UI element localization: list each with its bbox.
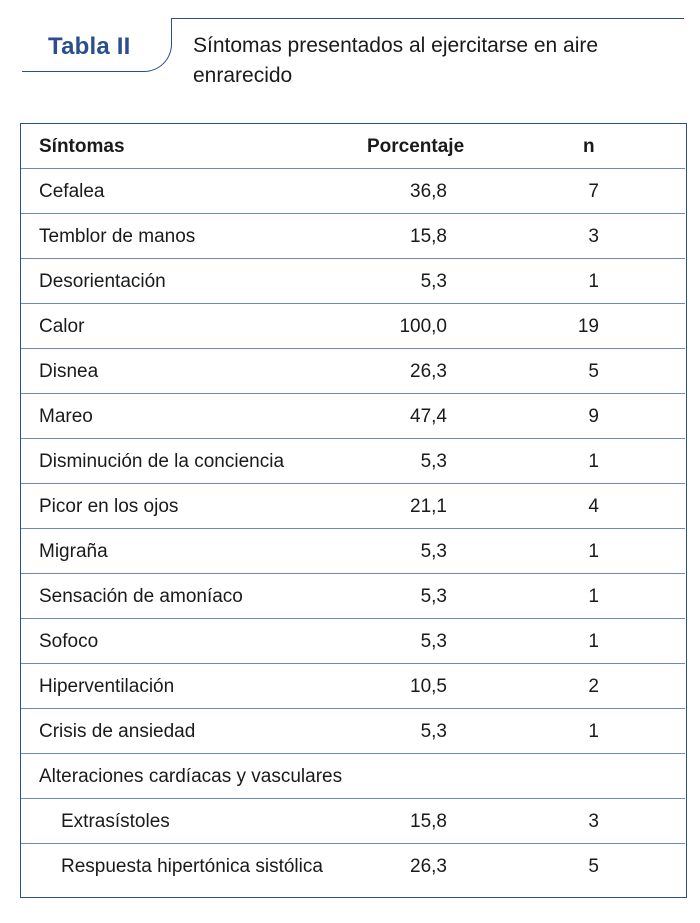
symptom-count: 5 <box>588 361 599 382</box>
symptom-percentage: 5,3 <box>420 541 447 562</box>
symptom-name: Calor <box>39 316 85 337</box>
symptom-name: Picor en los ojos <box>39 496 179 517</box>
symptom-percentage: 26,3 <box>410 856 447 877</box>
symptom-percentage: 100,0 <box>399 316 447 337</box>
table-row <box>21 709 685 754</box>
symptom-percentage: 5,3 <box>420 721 447 742</box>
symptom-name: Mareo <box>39 406 93 427</box>
symptom-count: 1 <box>588 271 599 292</box>
table-row <box>21 484 685 529</box>
table-row <box>21 349 685 394</box>
symptom-count: 2 <box>588 676 599 697</box>
symptom-percentage: 15,8 <box>410 811 447 832</box>
table-header <box>0 0 700 110</box>
symptom-name: Temblor de manos <box>39 226 196 247</box>
symptom-percentage: 5,3 <box>420 451 447 472</box>
column-header-porcentaje: Porcentaje <box>367 136 465 157</box>
symptom-percentage: 5,3 <box>420 271 447 292</box>
symptom-percentage: 15,8 <box>410 226 447 247</box>
symptom-name: Cefalea <box>39 181 105 202</box>
symptom-count: 9 <box>588 406 599 427</box>
table-row <box>21 754 685 799</box>
symptom-count: 1 <box>588 721 599 742</box>
symptom-percentage: 26,3 <box>410 361 447 382</box>
column-header-sintomas: Síntomas <box>39 136 125 157</box>
table-row <box>21 799 685 844</box>
symptom-name: Disminución de la conciencia <box>39 451 285 472</box>
symptom-name: Sensación de amoníaco <box>39 586 243 607</box>
symptom-percentage <box>321 754 447 799</box>
table-row <box>21 394 685 439</box>
symptom-count: 1 <box>588 451 599 472</box>
table-row <box>21 574 685 619</box>
table-row <box>21 169 685 214</box>
symptom-count: 3 <box>588 226 599 247</box>
table-row <box>21 439 685 484</box>
symptom-name: Desorientación <box>39 271 166 292</box>
table-row <box>21 619 685 664</box>
symptom-percentage: 36,8 <box>410 181 447 202</box>
table-row <box>21 529 685 574</box>
symptom-count: 1 <box>588 631 599 652</box>
symptom-name: Alteraciones cardíacas y vasculares <box>39 766 343 787</box>
symptom-count <box>541 754 599 799</box>
symptom-count: 19 <box>577 316 599 337</box>
symptom-count: 1 <box>588 541 599 562</box>
symptom-name: Sofoco <box>39 631 99 652</box>
symptom-name: Respuesta hipertónica sistólica <box>61 856 323 877</box>
symptom-name: Extrasístoles <box>61 811 170 832</box>
symptom-name: Disnea <box>39 361 99 382</box>
symptom-percentage: 10,5 <box>410 676 447 697</box>
symptom-count: 5 <box>588 856 599 877</box>
symptom-percentage: 5,3 <box>420 631 447 652</box>
table-row <box>21 844 685 889</box>
symptom-count: 4 <box>588 496 599 517</box>
table-row <box>21 259 685 304</box>
column-header-n: n <box>583 136 595 157</box>
symptom-count: 7 <box>588 181 599 202</box>
symptom-percentage: 5,3 <box>420 586 447 607</box>
symptom-name: Hiperventilación <box>39 676 175 697</box>
symptoms-table <box>20 123 687 898</box>
table-header-row <box>21 124 685 169</box>
symptom-count: 1 <box>588 586 599 607</box>
table-row <box>21 214 685 259</box>
symptom-count: 3 <box>588 811 599 832</box>
table-label: Tabla II <box>48 33 131 60</box>
table-row <box>21 304 685 349</box>
symptom-percentage: 47,4 <box>410 406 447 427</box>
symptom-name: Migraña <box>39 541 108 562</box>
symptom-percentage: 21,1 <box>410 496 447 517</box>
table-caption: Síntomas presentados al ejercitarse en aire enrarecido <box>193 34 599 87</box>
symptom-name: Crisis de ansiedad <box>39 721 196 742</box>
table-row <box>21 664 685 709</box>
